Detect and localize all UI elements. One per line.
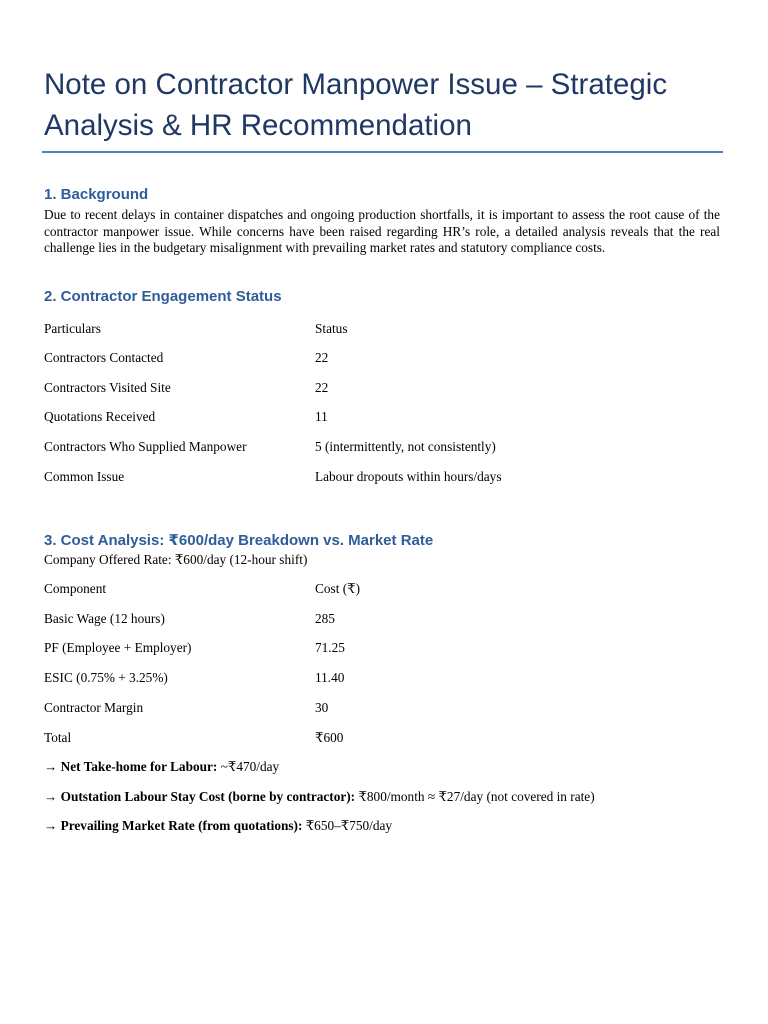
table-cell-label: Contractor Margin: [44, 700, 144, 715]
table-cell-label: Contractors Who Supplied Manpower: [44, 439, 247, 454]
table-cell-value: 11.40: [315, 670, 345, 685]
table-cell-label: Total: [44, 730, 72, 745]
background-paragraph: Due to recent delays in container dispatches and ongoing production shortfalls, it is important to assess the root cause of the contractor manpower issue. While concerns have been raised regarding HR’s role, a detailed analysis reveals that the real challenge lies in the budgetary misalignment with prevailing market rates and statutory compliance costs.: [44, 207, 720, 256]
table-cell-value: 30: [315, 700, 329, 715]
table-cell-value: 285: [315, 611, 335, 626]
table-cell-label: Common Issue: [44, 469, 125, 484]
table-cell-value: 5 (intermittently, not consistently): [315, 439, 496, 454]
table-header-value: Cost (₹): [315, 581, 361, 596]
note-value: ₹650–₹750/day: [302, 818, 393, 833]
table-cell-value: ₹600: [315, 730, 344, 745]
table-cell-value: 71.25: [315, 640, 345, 655]
table-cell-label: Contractors Contacted: [44, 350, 164, 365]
note-value: ₹800/month ≈ ₹27/day (not covered in rate): [355, 789, 595, 804]
note-label: → Prevailing Market Rate (from quotations):: [44, 818, 303, 833]
document-title: Note on Contractor Manpower Issue – Strategic Analysis & HR Recommendation: [44, 68, 668, 142]
note-market-rate: [44, 818, 392, 834]
table-cell-label: Contractors Visited Site: [44, 380, 171, 395]
note-net-take-home: [44, 759, 279, 775]
note-stay-cost: [44, 789, 595, 805]
table-header-value: Status: [315, 321, 348, 336]
table-cell-label: Basic Wage (12 hours): [44, 611, 165, 626]
note-value: ~₹470/day: [217, 759, 280, 774]
table-cell-value: 11: [315, 409, 328, 424]
section-heading-cost-analysis: 3. Cost Analysis: ₹600/day Breakdown vs. Market Rate: [44, 532, 434, 549]
table-cell-label: Quotations Received: [44, 409, 156, 424]
table-header-label: Component: [44, 581, 107, 596]
table-header-label: Particulars: [44, 321, 101, 336]
table-cell-value: 22: [315, 380, 329, 395]
section-heading-background: 1. Background: [44, 186, 149, 203]
table-cell-label: PF (Employee + Employer): [44, 640, 192, 655]
section-heading-engagement: 2. Contractor Engagement Status: [44, 288, 282, 305]
note-label: → Net Take-home for Labour:: [44, 759, 218, 774]
note-label: → Outstation Labour Stay Cost (borne by contractor):: [44, 789, 356, 804]
table-cell-value: 22: [315, 350, 329, 365]
table-cell-value: Labour dropouts within hours/days: [315, 469, 502, 484]
title-divider: [42, 151, 723, 153]
offered-rate-line: Company Offered Rate: ₹600/day (12-hour shift): [44, 552, 308, 567]
table-cell-label: ESIC (0.75% + 3.25%): [44, 670, 168, 685]
